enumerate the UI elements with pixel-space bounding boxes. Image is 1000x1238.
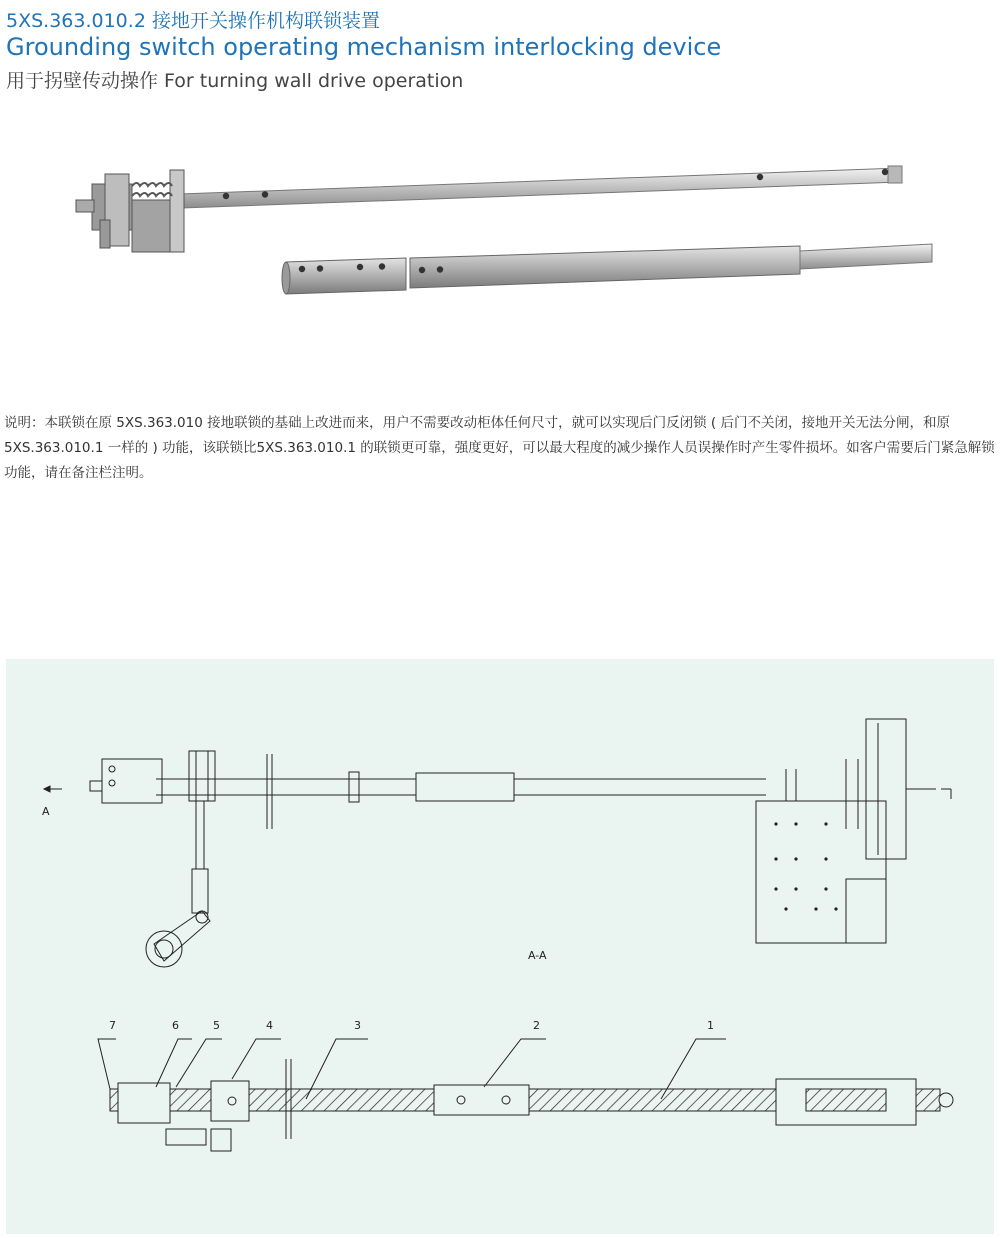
part-number-6: 6 <box>172 1019 179 1032</box>
subtitle: 用于拐壁传动操作 For turning wall drive operation <box>6 70 464 92</box>
section-mark-a: A <box>42 805 50 818</box>
title-chinese: 5XS.363.010.2 接地开关操作机构联锁装置 <box>6 10 380 32</box>
part-number-1: 1 <box>707 1019 714 1032</box>
product-photo <box>60 150 960 320</box>
part-number-5: 5 <box>213 1019 220 1032</box>
technical-drawing-panel <box>6 659 994 1234</box>
technical-drawing <box>6 659 994 1234</box>
title-english: Grounding switch operating mechanism interlocking device <box>6 33 722 61</box>
part-number-3: 3 <box>354 1019 361 1032</box>
part-number-labels <box>109 1019 714 1032</box>
description-text: 说明：本联锁在原 5XS.363.010 接地联锁的基础上改进而来，用户不需要改动柜体任何尺寸，就可以实现后门反闭锁 ( 后门不关闭，接地开关无法分闸，和原 5XS.363.010.1 一样的 ) 功能，该联锁比5XS.363.010.1 的联锁更可靠，强度更好，可以最大程度的减少操作人员误操作时产生零件损坏。如客户需要后门紧急解锁功能，请在备注栏注明。 <box>4 415 995 481</box>
part-number-7: 7 <box>109 1019 116 1032</box>
part-number-2: 2 <box>533 1019 540 1032</box>
part-number-4: 4 <box>266 1019 273 1032</box>
section-label-aa: A-A <box>528 949 547 962</box>
